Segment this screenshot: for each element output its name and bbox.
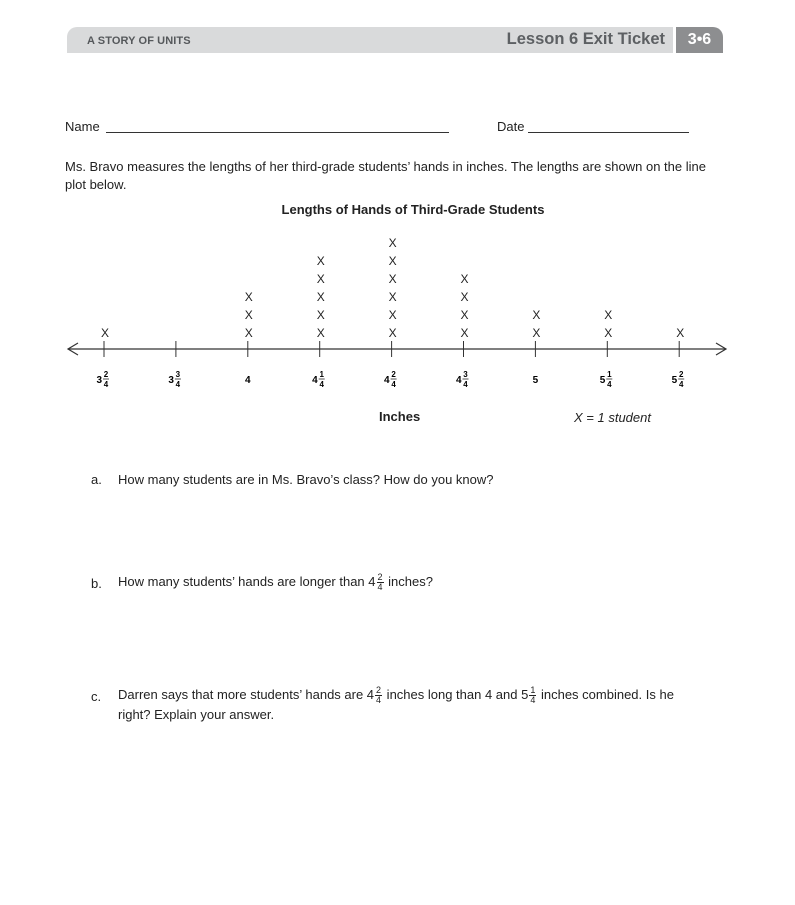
data-mark-x: X xyxy=(388,290,397,304)
fraction-denominator: 4 xyxy=(377,582,383,593)
tick-label-numerator: 2 xyxy=(391,370,396,379)
fraction-numerator: 1 xyxy=(530,685,536,696)
question-b-post: inches? xyxy=(384,574,433,589)
tick-label-denominator: 4 xyxy=(319,380,324,389)
tick-label-whole: 5 xyxy=(599,375,606,386)
date-label: Date xyxy=(497,119,525,134)
data-mark-x: X xyxy=(460,308,469,322)
data-mark-x: X xyxy=(244,308,253,322)
data-mark-x: X xyxy=(532,308,541,322)
tick-label-denominator: 4 xyxy=(391,380,396,389)
data-mark-x: X xyxy=(316,326,325,340)
data-mark-x: X xyxy=(388,272,397,286)
tick-label xyxy=(672,370,685,389)
intro-paragraph: Ms. Bravo measures the lengths of her third-grade students’ hands in inches. The lengths are shown on the line plot below. xyxy=(65,159,706,192)
question-a-letter: a. xyxy=(91,472,102,487)
question-c-mid: inches long than 4 and 5 xyxy=(383,687,529,702)
plot-title: Lengths of Hands of Third-Grade Students xyxy=(281,202,545,217)
data-mark-x: X xyxy=(316,272,325,286)
data-mark-x: X xyxy=(604,308,613,322)
tick-label-numerator: 3 xyxy=(463,370,468,379)
tick-label-numerator: 1 xyxy=(607,370,612,379)
fraction-denominator: 4 xyxy=(376,695,382,706)
tick-label-whole: 3 xyxy=(168,375,174,386)
data-mark-x: X xyxy=(244,326,253,340)
data-mark-x: X xyxy=(460,290,469,304)
question-b-text xyxy=(118,572,433,592)
data-mark-x: X xyxy=(316,308,325,322)
tick-label-whole: 4 xyxy=(455,375,462,386)
tick-label xyxy=(384,370,397,389)
question-c-letter: c. xyxy=(91,689,102,704)
data-mark-x: X xyxy=(676,326,685,340)
date-field[interactable] xyxy=(528,132,689,133)
tick-label xyxy=(168,370,181,389)
tick-label-whole: 4 xyxy=(245,375,251,386)
tick-label-denominator: 4 xyxy=(463,380,468,389)
data-mark-x: X xyxy=(388,236,397,250)
data-mark-x: X xyxy=(388,254,397,268)
tick-label xyxy=(600,370,613,389)
tick-label-whole: 3 xyxy=(96,375,102,386)
series-label: A STORY OF UNITS xyxy=(87,35,191,47)
fraction xyxy=(375,686,382,705)
tick-label-numerator: 3 xyxy=(175,370,181,379)
fraction-numerator: 2 xyxy=(376,685,382,696)
legend-text: X = 1 student xyxy=(574,410,651,425)
tick-label-numerator: 2 xyxy=(678,370,684,379)
data-mark-x: X xyxy=(388,326,397,340)
tick-label-numerator: 2 xyxy=(103,370,109,379)
fraction-denominator: 4 xyxy=(530,695,536,706)
question-c-text xyxy=(118,685,718,725)
grade-module-badge: 3•6 xyxy=(676,27,723,53)
fraction xyxy=(529,686,536,705)
tick-label xyxy=(456,370,469,389)
data-mark-x: X xyxy=(316,254,325,268)
data-mark-x: X xyxy=(460,272,469,286)
question-b-pre: How many students’ hands are longer than 4 xyxy=(118,574,376,589)
data-mark-x: X xyxy=(604,326,613,340)
data-mark-x: X xyxy=(316,290,325,304)
name-label: Name xyxy=(65,119,100,134)
tick-label xyxy=(96,370,109,389)
tick-label-denominator: 4 xyxy=(103,380,109,389)
tick-label-whole: 4 xyxy=(312,375,318,386)
fraction xyxy=(377,573,384,592)
tick-label-denominator: 4 xyxy=(175,380,181,389)
tick-label-denominator: 4 xyxy=(678,380,684,389)
question-a-text: How many students are in Ms. Bravo’s class? How do you know? xyxy=(118,472,494,487)
question-c-line2: right? Explain your answer. xyxy=(118,707,275,723)
data-mark-x: X xyxy=(460,326,469,340)
data-mark-x: X xyxy=(100,326,110,340)
name-field[interactable] xyxy=(106,132,449,133)
question-c-post: inches combined. Is he xyxy=(537,687,674,702)
tick-label-numerator: 1 xyxy=(319,370,324,379)
tick-label xyxy=(312,370,325,389)
data-mark-x: X xyxy=(244,290,253,304)
tick-label xyxy=(245,375,251,386)
tick-label xyxy=(533,375,539,386)
line-plot xyxy=(0,225,795,400)
fraction-numerator: 2 xyxy=(377,572,383,583)
tick-label-whole: 5 xyxy=(532,375,539,386)
axis-label: Inches xyxy=(379,409,421,424)
lesson-title: Lesson 6 Exit Ticket xyxy=(506,30,665,48)
tick-label-whole: 5 xyxy=(671,375,678,386)
plot-legend xyxy=(574,410,651,425)
tick-label-whole: 4 xyxy=(384,375,390,386)
data-mark-x: X xyxy=(532,326,541,340)
question-c-pre: Darren says that more students’ hands are 4 xyxy=(118,687,375,702)
tick-label-denominator: 4 xyxy=(607,380,612,389)
data-mark-x: X xyxy=(388,308,397,322)
question-b-letter: b. xyxy=(91,576,102,591)
